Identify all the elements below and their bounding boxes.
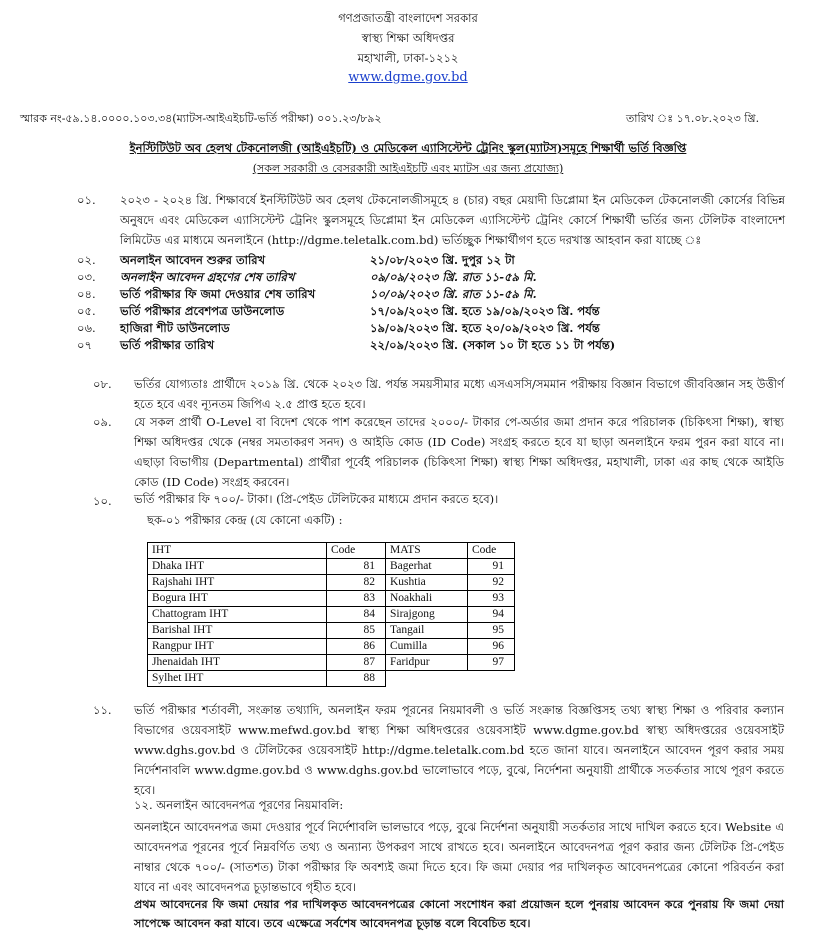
table-row — [148, 575, 515, 591]
iht-name: Sylhet IHT — [148, 671, 327, 687]
header-gov: গণপ্রজাতন্ত্রী বাংলাদেশ সরকার — [338, 11, 478, 25]
iht-code: 85 — [327, 623, 386, 639]
mats-code: 96 — [468, 639, 515, 655]
table-row — [148, 655, 515, 671]
schedule-num: ০৬. — [77, 321, 96, 335]
mats-code: 92 — [468, 575, 515, 591]
schedule-table — [77, 252, 639, 354]
schedule-label: অনলাইন আবেদন গ্রহণের শেষ তারিখ — [120, 270, 295, 284]
memo-ref: স্মারক নং-৫৯.১৪.০০০০.১০৩.৩৪(ম্যাটস-আইএইচটি-ভর্তি পরীক্ষা) ০০১.২৩/৮৯২ — [20, 112, 382, 125]
iht-name: Chattogram IHT — [148, 607, 327, 623]
mats-code: 93 — [468, 591, 515, 607]
iht-code: 86 — [327, 639, 386, 655]
header-iht-code: Code — [327, 543, 386, 559]
iht-code: 87 — [327, 655, 386, 671]
table-header-row — [148, 543, 515, 559]
mats-code: 97 — [468, 655, 515, 671]
iht-name: Rajshahi IHT — [148, 575, 327, 591]
iht-name: Dhaka IHT — [148, 559, 327, 575]
iht-name: Barishal IHT — [148, 623, 327, 639]
memo-date: তারিখ ঃ ১৭.০৮.২০২৩ খ্রি. — [626, 112, 760, 125]
schedule-value: ২১/০৮/২০২৩ খ্রি. দুপুর ১২ টা — [370, 253, 515, 267]
schedule-row — [77, 320, 639, 337]
mats-name: Sirajgong — [386, 607, 468, 623]
item-10-number: ১০. — [93, 494, 112, 508]
header-address: মহাখালী, ঢাকা-১২১২ — [357, 51, 459, 65]
header-dept: স্বাস্থ্য শিক্ষা অধিদপ্তর — [361, 31, 455, 45]
schedule-num: ০৪. — [77, 287, 96, 301]
header-website-link[interactable]: www.dgme.gov.bd — [348, 70, 468, 85]
schedule-value: ২২/০৯/২০২৩ খ্রি. (সকাল ১০ টা হতে ১১ টা পর্যন্ত) — [370, 338, 616, 352]
mats-code: 91 — [468, 559, 515, 575]
header-iht: IHT — [148, 543, 327, 559]
schedule-label: ভর্তি পরীক্ষার ফি জমা দেওয়ার শেষ তারিখ — [120, 287, 316, 301]
item-12-text: অনলাইনে আবেদনপত্র জমা দেওয়ার পূর্বে নির্দেশাবলি ভালভাবে পড়ে, বুঝে নির্দেশনা অনুযায়ী সতর্কতার সাথে দাখিল করতে হবে। Website এ আবেদনপত্র পূরনের পূর্বে নিম্নবর্ণিত তথ্য ও অন্যান্য উপকরণ সাথে রাখতে হবে। অনলাইনে আবেদনপত্র পূরণ করার জন্য টেলিটক প্রি-পেইড নাম্বার থেকে ৭০০/- (সাতশত) টাকা পরীক্ষার ফি অবশ্যই জমা দিতে হবে। ফি জমা দেয়ার পর দাখিলকৃত আবেদনপত্রের কোনো পরিবর্তন করা যাবে না এবং আবেদনপত্র চূড়ান্তভাবে গৃহীত হবে। — [134, 820, 784, 894]
item-12-bold-text: প্রথম আবেদনের ফি জমা দেয়ার পর দাখিলকৃত আবেদনপত্রের কোনো সংশোধন করা প্রয়োজন হলে পুনরায় আবেদন করে পুনরায় ফি জমা দেয়া সাপেক্ষে আবেদন করা যাবে। তবে এক্ষেত্রে সর্বশেষ আবেদনপত্র চূড়ান্ত বলে বিবেচিত হবে। — [134, 897, 784, 930]
iht-name: Rangpur IHT — [148, 639, 327, 655]
schedule-row — [77, 286, 639, 303]
item-08-number: ০৮. — [93, 377, 112, 391]
schedule-num: ০২. — [77, 253, 96, 267]
schedule-label: অনলাইন আবেদন শুরুর তারিখ — [120, 253, 266, 267]
mats-code — [468, 671, 515, 687]
schedule-value: ০৯/০৯/২০২৩ খ্রি. রাত ১১-৫৯ মি. — [370, 270, 537, 284]
iht-name: Jhenaidah IHT — [148, 655, 327, 671]
notice-subtitle-text: (সকল সরকারী ও বেসরকারী আইএইচটি এবং ম্যাটস এর জন্য প্রযোজ্য) — [252, 162, 564, 175]
mats-name: Noakhali — [386, 591, 468, 607]
item-01-text: ২০২৩ - ২০২৪ খ্রি. শিক্ষাবর্ষে ইনস্টিটিউট অব হেলথ টেকনোলজীসমূহে ৪ (চার) বছর মেয়াদী ডিপ্লোমা ইন মেডিকেল টেকনোলজী কোর্সের বিভিন্ন অনুষদে এবং মেডিকেল এ্যাসিস্টেন্ট ট্রেনিং স্কুলসমূহে ডিপ্লোমা ইন মেডিকেল এ্যাসিস্টেন্ট ট্রেনিং কোর্সে শিক্ষার্থী ভর্তির জন্য টেলিটক বাংলাদেশ লিমিটেড এর মাধ্যমে অনলাইনে (http://dgme.teletalk.com.bd) ভর্তিচ্ছুক শিক্ষার্থীগণ হতে দরখাস্ত আহবান করা যাচ্ছে ঃ — [120, 193, 785, 247]
mats-name: Tangail — [386, 623, 468, 639]
schedule-num: ০৩. — [77, 270, 96, 284]
header-website-wrap — [0, 70, 816, 85]
schedule-row — [77, 252, 639, 269]
iht-code: 88 — [327, 671, 386, 687]
schedule-num: ০৭ — [77, 338, 92, 352]
iht-code: 84 — [327, 607, 386, 623]
notice-title: ইনস্টিটিউট অব হেলথ টেকনোলজী (আইএইচটি) ও মেডিকেল এ্যাসিস্টেন্ট ট্রেনিং স্কুল(ম্যাটস)সমূহে শিক্ষার্থী ভর্তি বিজ্ঞপ্তি — [129, 141, 687, 155]
schedule-label: ভর্তি পরীক্ষার তারিখ — [120, 338, 215, 352]
schedule-label: ভর্তি পরীক্ষার প্রবেশপত্র ডাউনলোড — [120, 304, 285, 318]
table-row — [148, 559, 515, 575]
item-10-text: ভর্তি পরীক্ষার ফি ৭০০/- টাকা। (প্রি-পেইড টেলিটকের মাধ্যমে প্রদান করতে হবে)। — [134, 492, 499, 506]
item-11-text: ভর্তি পরীক্ষার শর্তাবলী, সংক্রান্ত তথ্যাদি, অনলাইন ফরম পূরনের নিয়মাবলী ও ভর্তি সংক্রান্ত বিজ্ঞপ্তিসহ তথ্য স্বাস্থ্য শিক্ষা ও পরিবার কল্যান বিভাগের ওয়েবসাইট www.mefwd.gov.bd স্বাস্থ্য শিক্ষা অধিদপ্তরের ওয়েবসাইট www.dgme.gov.bd স্বাস্থ্য অধিদপ্তরের ওয়েবসাইট www.dghs.gov.bd ও টেলিটকের ওয়েবসাইট http://dgme.teletalk.com.bd হতে জানা যাবে। অনলাইনে আবেদন পূরণ করার সময় নির্দেশনাবলি www.dgme.gov.bd ও www.dghs.gov.bd ভালোভাবে পড়ে, বুঝে, নির্দেশনা অনুযায়ী প্রার্থীকে সতর্কতার সাথে পূরণ করতে হবে। — [134, 703, 784, 797]
schedule-label: হাজিরা শীট ডাউনলোড — [120, 321, 230, 335]
notice-subtitle — [0, 160, 816, 179]
item-12-heading: ১২. অনলাইন আবেদনপত্র পূরণের নিয়মাবলি: — [134, 798, 344, 812]
mats-name: Kushtia — [386, 575, 468, 591]
item-11-number: ১১. — [93, 703, 112, 717]
iht-code: 82 — [327, 575, 386, 591]
header-mats-code: Code — [468, 543, 515, 559]
schedule-value: ১০/০৯/২০২৩ খ্রি. রাত ১১-৫৯ মি. — [370, 287, 537, 301]
schedule-value: ১৯/০৯/২০২৩ খ্রি. হতে ২০/০৯/২০২৩ খ্রি. পর্যন্ত — [370, 321, 600, 335]
schedule-row — [77, 269, 639, 286]
item-01-number: ০১. — [77, 193, 96, 207]
mats-name — [386, 671, 468, 687]
mats-name: Cumilla — [386, 639, 468, 655]
exam-centers-table — [147, 542, 515, 687]
schedule-value: ১৭/০৯/২০২৩ খ্রি. হতে ১৯/০৯/২০২৩ খ্রি. পর্যন্ত — [370, 304, 600, 318]
iht-code: 83 — [327, 591, 386, 607]
table-row — [148, 623, 515, 639]
centers-table-caption: ছক-০১ পরীক্ষার কেন্দ্র (যে কোনো একটি) : — [147, 513, 343, 527]
table-row — [148, 671, 515, 687]
iht-code: 81 — [327, 559, 386, 575]
header-mats: MATS — [386, 543, 468, 559]
table-row — [148, 639, 515, 655]
mats-name: Bagerhat — [386, 559, 468, 575]
mats-code: 94 — [468, 607, 515, 623]
mats-code: 95 — [468, 623, 515, 639]
item-09-number: ০৯. — [93, 415, 112, 429]
schedule-num: ০৫. — [77, 304, 96, 318]
item-08-text: ভর্তির যোগ্যতাঃ প্রার্থীদে ২০১৯ খ্রি. থেকে ২০২৩ খ্রি. পর্যন্ত সময়সীমার মধ্যে এসএসসি/সমমান পরীক্ষায় বিজ্ঞান বিভাগে জীববিজ্ঞান সহ উত্তীর্ণ হতে হবে এবং ন্যূনতম জিপিএ ২.৫ প্রাপ্ত হতে হবে। — [134, 377, 784, 411]
table-row — [148, 607, 515, 623]
table-row — [148, 591, 515, 607]
mats-name: Faridpur — [386, 655, 468, 671]
schedule-row — [77, 337, 639, 354]
schedule-row — [77, 303, 639, 320]
item-09-text: যে সকল প্রার্থী O-Level বা বিদেশ থেকে পাশ করেছেন তাদের ২০০০/- টাকার পে-অর্ডার জমা প্রদান করে পরিচালক (চিকিৎসা শিক্ষা), স্বাস্থ্য শিক্ষা অধিদপ্তর থেকে (নম্বর সমতাকরণ সনদ) ও আইডি কোড (ID Code) সংগ্রহ করতে হবে যা ছাড়া অনলাইনে ফরম পুরন করা যাবে না। এছাড়া বিভাগীয় (Departmental) প্রার্থীরা পূর্বেই পরিচালক (চিকিৎসা শিক্ষা) স্বাস্থ্য শিক্ষা অধিদপ্তর, মহাখালী, ঢাকা এর কাছ থেকে আইডি কোড (ID Code) সংগ্রহ করবেন। — [134, 415, 784, 489]
iht-name: Bogura IHT — [148, 591, 327, 607]
